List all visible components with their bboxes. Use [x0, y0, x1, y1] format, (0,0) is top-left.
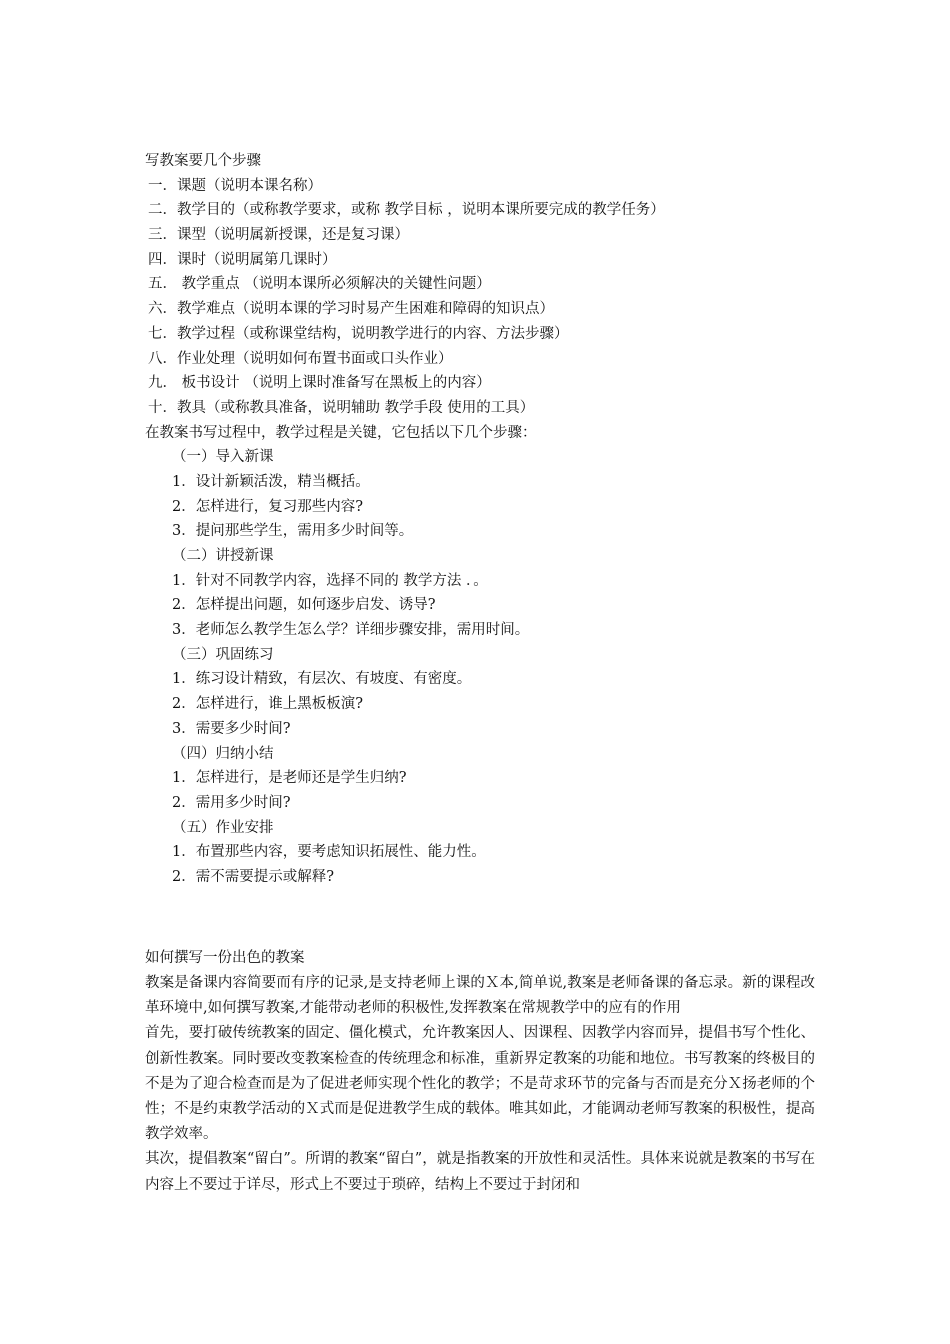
- process-part: [145, 544, 815, 643]
- step-item: 八．作业处理（说明如何布置书面或口头作业）: [148, 350, 453, 367]
- process-part: [145, 445, 815, 544]
- part-item: 1．设计新颖活泼，精当概括。: [172, 473, 370, 490]
- step-item: 九． 板书设计 （说明上课时准备写在黑板上的内容）: [148, 375, 491, 392]
- part-item: 3．老师怎么教学生怎么学？详细步骤安排，需用时间。: [172, 622, 530, 639]
- lesson-plan-writing-section: [145, 946, 815, 1198]
- part-item: 3．提问那些学生，需用多少时间等。: [172, 523, 414, 540]
- step-item: 十．教具（或称教具准备，说明辅助 教学手段 使用的工具）: [148, 399, 535, 416]
- section-title: 如何撰写一份出色的教案: [145, 950, 305, 966]
- step-item: 二．教学目的（或称教学要求，或称 教学目标 ，说明本课所要完成的教学任务）: [148, 202, 665, 219]
- part-heading: （四）归纳小结: [172, 745, 274, 762]
- step-item: 七．教学过程（或称课堂结构，说明教学进行的内容、方法步骤）: [148, 325, 569, 342]
- process-part: [145, 742, 815, 816]
- part-heading: （一）导入新课: [172, 449, 274, 466]
- section-title: 写教案要几个步骤: [145, 153, 261, 169]
- part-item: 2．怎样进行，谁上黑板板演?: [172, 696, 363, 713]
- process-part: [145, 816, 815, 890]
- body-paragraph: 教案是备课内容简要而有序的记录,是支持老师上课的Ｘ本,简单说,教案是老师备课的备忘录。新的课程改革环境中,如何撰写教案,才能带动老师的积极性,发挥教案在常规教学中的应有的作用: [145, 975, 815, 1017]
- part-heading: （五）作业安排: [172, 819, 274, 836]
- step-item: 三．课型（说明属新授课，还是复习课）: [148, 227, 409, 244]
- step-list: [145, 174, 815, 421]
- part-item: 2．需不需要提示或解释?: [172, 868, 334, 885]
- part-item: 1．怎样进行，是老师还是学生归纳?: [172, 770, 407, 787]
- step-item: 五． 教学重点 （说明本课所必须解决的关键性问题）: [148, 276, 491, 293]
- step-item: 四．课时（说明属第几课时）: [148, 251, 337, 268]
- part-item: 1．针对不同教学内容，选择不同的 教学方法 ．。: [172, 572, 488, 589]
- body-paragraph: 其次，提倡教案“留白”。所谓的教案“留白”，就是指教案的开放性和灵活性。具体来说就是教案的书写在内容上不要过于详尽，形式上不要过于琐碎，结构上不要过于封闭和: [145, 1151, 815, 1193]
- step-item: 一．课题（说明本课名称）: [148, 177, 322, 194]
- body-paragraph: 首先，要打破传统教案的固定、僵化模式，允许教案因人、因课程、因教学内容而异，提倡书写个性化、创新性教案。同时要改变教案检查的传统理念和标准，重新界定教案的功能和地位。书写教案的终极目的不是为了迎合检查而是为了促进老师实现个性化的教学；不是苛求环节的完备与否而是充分Ｘ扬老师的个性；不是约束教学活动的Ｘ式而是促进教学生成的载体。唯其如此，才能调动老师写教案的积极性，提高教学效率。: [145, 1025, 815, 1143]
- part-item: 3．需要多少时间?: [172, 720, 291, 737]
- part-item: 2．怎样进行，复习那些内容?: [172, 498, 363, 515]
- lesson-plan-steps-section: [145, 149, 815, 890]
- part-item: 2．需用多少时间?: [172, 794, 291, 811]
- step-item: 六．教学难点（说明本课的学习时易产生困难和障碍的知识点）: [148, 301, 554, 318]
- part-item: 2．怎样提出问题，如何逐步启发、诱导?: [172, 597, 436, 614]
- part-item: 1．练习设计精致，有层次、有坡度、有密度。: [172, 671, 472, 688]
- part-item: 1．布置那些内容，要考虑知识拓展性、能力性。: [172, 844, 486, 861]
- part-heading: （三）巩固练习: [172, 646, 274, 663]
- part-heading: （二）讲授新课: [172, 548, 274, 564]
- process-intro: 在教案书写过程中，教学过程是关键，它包括以下几个步骤：: [145, 424, 537, 441]
- process-part: [145, 643, 815, 742]
